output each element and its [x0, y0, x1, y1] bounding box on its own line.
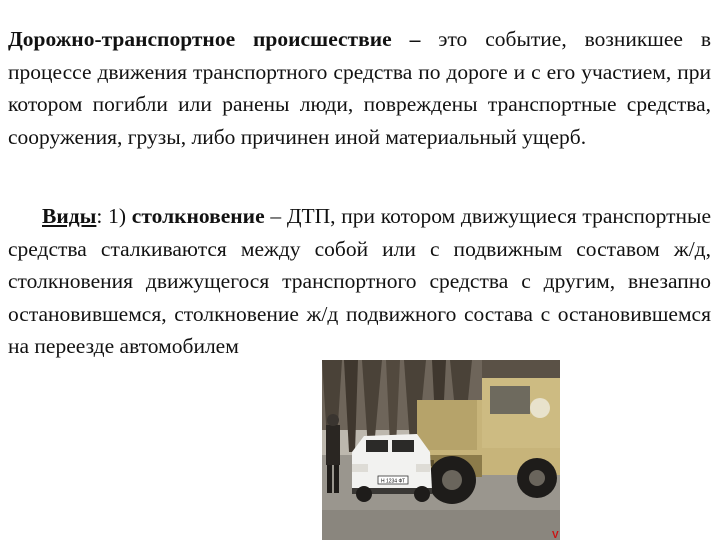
license-plate: Н 1234 ФТ [380, 478, 406, 485]
definition-dash: – [409, 27, 421, 51]
accident-photo [322, 360, 560, 540]
definition-text: это событие, возникшее в процессе движения транспортного средства по дороге и с его участием, при котором погибли или ранены люди, повреждены транспортные средства, сооружения, грузы, либо причинен иной материальный ущерб. [8, 27, 712, 149]
types-item-number: 1) [108, 204, 127, 228]
corner-mark: V [552, 530, 559, 540]
types-label: Виды [42, 204, 97, 228]
car [352, 434, 432, 502]
types-item-term: столкновение [131, 204, 265, 228]
definition-paragraph [8, 23, 711, 153]
types-item-text: – ДТП, при котором движущиеся транспортные средства сталкиваются между собой или с подвижным составом ж/д, столкновения движущегося транспортного средства с другим, внезапно остановившемся, столкновение ж/д подвижного состава с остановившемся на переезде автомобилем [8, 204, 712, 358]
definition-term: Дорожно-транспортное происшествие [8, 27, 392, 51]
types-paragraph [8, 200, 711, 363]
types-colon: : [96, 204, 103, 228]
accident-photo-drawing [322, 360, 560, 540]
